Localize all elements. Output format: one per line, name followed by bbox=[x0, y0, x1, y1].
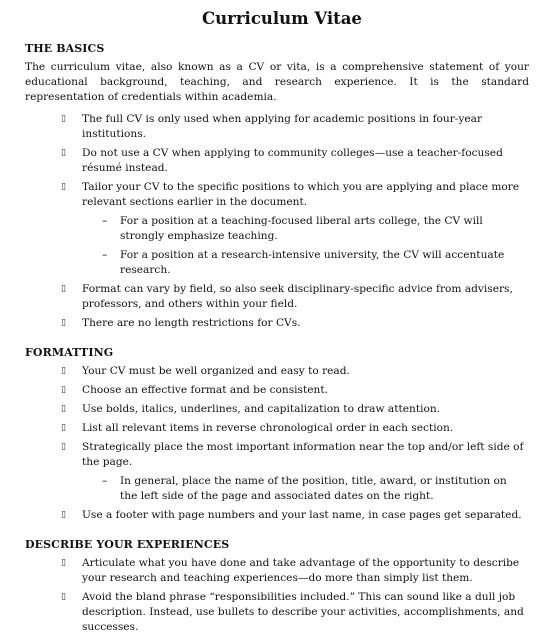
bullet-item bbox=[25, 316, 533, 331]
bullet-text: List all relevant items in reverse chronological order in each section. bbox=[82, 422, 454, 434]
bullet-item bbox=[25, 556, 533, 586]
document-body bbox=[25, 41, 533, 635]
bullet-icon: ▯ bbox=[61, 182, 66, 192]
bullet-text: Articulate what you have done and take advantage of the opportunity to describe your research and teaching experiences—do more than simply list them. bbox=[82, 557, 520, 584]
sub-bullet-list bbox=[82, 214, 525, 278]
bullet-text: Your CV must be well organized and easy to read. bbox=[82, 365, 350, 377]
bullet-text: Strategically place the most important information near the top and/or left side of the page. bbox=[82, 441, 524, 468]
bullet-text: Tailor your CV to the specific positions to which you are applying and place more relevant sections earlier in the document. bbox=[82, 181, 520, 208]
section-3 bbox=[25, 537, 533, 635]
bullet-icon: ▯ bbox=[61, 148, 66, 158]
dash-icon: – bbox=[102, 215, 108, 227]
section-heading: FORMATTING bbox=[25, 346, 114, 359]
bullet-item bbox=[25, 440, 533, 504]
bullet-icon: ▯ bbox=[61, 284, 66, 294]
bullet-icon: ▯ bbox=[61, 114, 66, 124]
bullet-item bbox=[25, 180, 533, 278]
bullet-icon: ▯ bbox=[61, 558, 66, 568]
bullet-list bbox=[25, 364, 533, 523]
bullet-item bbox=[25, 402, 533, 417]
bullet-text: Use bolds, italics, underlines, and capitalization to draw attention. bbox=[82, 403, 441, 415]
bullet-icon: ▯ bbox=[61, 385, 66, 395]
bullet-item bbox=[25, 364, 533, 379]
bullet-item bbox=[25, 282, 533, 312]
bullet-text: Do not use a CV when applying to community colleges—use a teacher-focused résumé instead. bbox=[82, 147, 503, 174]
bullet-list bbox=[25, 556, 533, 635]
sub-bullet-list bbox=[82, 474, 525, 504]
bullet-text: Format can vary by field, so also seek disciplinary-specific advice from advisers, professors, and others within your field. bbox=[82, 283, 513, 310]
section-1 bbox=[25, 41, 533, 331]
bullet-item bbox=[25, 383, 533, 398]
sub-bullet-text: In general, place the name of the position, title, award, or institution on the left side of the page and associated dates on the right. bbox=[120, 475, 507, 502]
bullet-icon: ▯ bbox=[61, 404, 66, 414]
bullet-item bbox=[25, 590, 533, 635]
dash-icon: – bbox=[102, 475, 108, 487]
bullet-list bbox=[25, 112, 533, 331]
bullet-item bbox=[25, 112, 533, 142]
section-2 bbox=[25, 345, 533, 523]
bullet-icon: ▯ bbox=[61, 592, 66, 602]
bullet-item bbox=[25, 146, 533, 176]
bullet-icon: ▯ bbox=[61, 366, 66, 376]
sub-bullet-text: For a position at a teaching-focused liberal arts college, the CV will strongly emphasize teaching. bbox=[120, 215, 483, 242]
sub-bullet-text: For a position at a research-intensive university, the CV will accentuate research. bbox=[120, 249, 505, 276]
section-heading: THE BASICS bbox=[25, 42, 105, 55]
bullet-text: The full CV is only used when applying for academic positions in four-year institutions. bbox=[82, 113, 483, 140]
bullet-text: Choose an effective format and be consistent. bbox=[82, 384, 328, 396]
sub-bullet-item bbox=[82, 474, 525, 504]
section-heading: DESCRIBE YOUR EXPERIENCES bbox=[25, 538, 230, 551]
bullet-text: There are no length restrictions for CVs. bbox=[82, 317, 301, 329]
bullet-text: Use a footer with page numbers and your last name, in case pages get separated. bbox=[82, 509, 522, 521]
bullet-icon: ▯ bbox=[61, 510, 66, 520]
bullet-item bbox=[25, 508, 533, 523]
section-intro-paragraph: The curriculum vitae, also known as a CV or vita, is a comprehensive statement of your educational background, teaching, and research experience. It is the standard representation of credentials within academia. bbox=[25, 61, 529, 103]
dash-icon: – bbox=[102, 249, 108, 261]
bullet-item bbox=[25, 421, 533, 436]
sub-bullet-item bbox=[82, 248, 525, 278]
bullet-icon: ▯ bbox=[61, 423, 66, 433]
sub-bullet-item bbox=[82, 214, 525, 244]
bullet-icon: ▯ bbox=[61, 442, 66, 452]
bullet-icon: ▯ bbox=[61, 318, 66, 328]
document-title: Curriculum Vitae bbox=[202, 9, 362, 28]
bullet-text: Avoid the bland phrase “responsibilities included.” This can sound like a dull job description. Instead, use bullets to describe your activities, accomplishments, and successes. bbox=[82, 591, 524, 633]
